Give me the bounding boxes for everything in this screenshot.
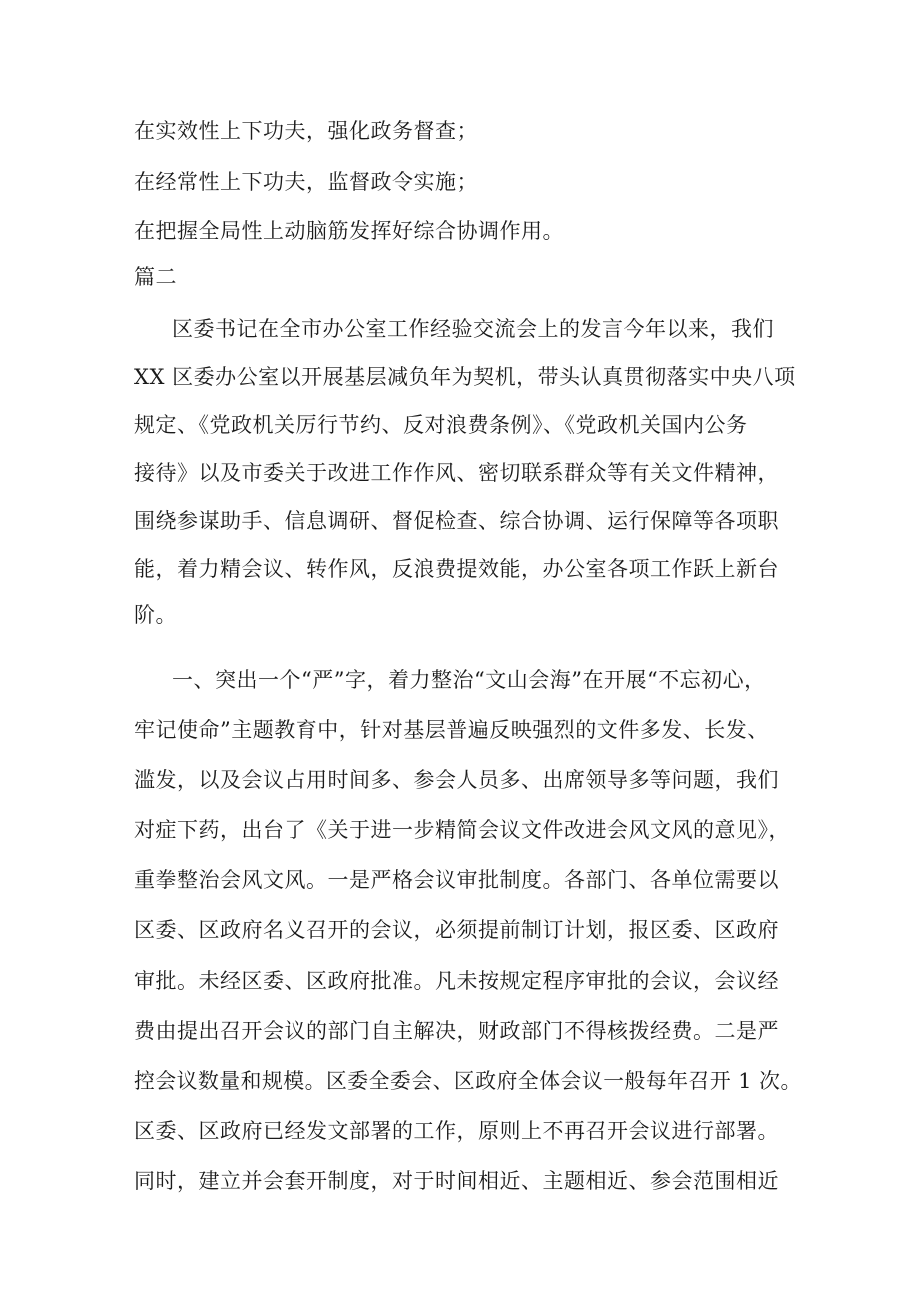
paragraph-line: 区委、区政府已经发文部署的工作，原则上不再召开会议进行部署。	[134, 1119, 779, 1143]
paragraph-line: 一、突出一个“严”字，着力整治“文山会海”在开展“不忘初心，	[172, 668, 766, 692]
paragraph-line: 审批。未经区委、区政府批准。凡未按规定程序审批的会议，会议经	[134, 969, 779, 993]
paragraph-line: 费由提出召开会议的部门自主解决，财政部门不得核拨经费。二是严	[134, 1019, 779, 1043]
paragraph-line: 控会议数量和规模。区委全委会、区政府全体会议一般每年召开 1 次。	[134, 1069, 802, 1093]
list-item: 在实效性上下功夫，强化政务督查；	[134, 119, 478, 143]
paragraph-line: 重拳整治会风文风。一是严格会议审批制度。各部门、各单位需要以	[134, 868, 779, 892]
list-item: 在把握全局性上动脑筋发挥好综合协调作用。	[134, 219, 564, 243]
paragraph-line: 阶。	[134, 603, 177, 627]
paragraph-line: 区委书记在全市办公室工作经验交流会上的发言今年以来，我们	[172, 317, 774, 341]
section-heading: 篇二	[134, 265, 177, 289]
paragraph-line: 区委、区政府名义召开的会议，必须提前制订计划，报区委、区政府	[134, 918, 779, 942]
paragraph-line: 能，着力精会议、转作风，反浪费提效能，办公室各项工作跃上新台	[134, 557, 779, 581]
paragraph-line: 围绕参谋助手、信息调研、督促检查、综合协调、运行保障等各项职	[134, 509, 779, 533]
paragraph-line: 接待》以及市委关于改进工作作风、密切联系群众等有关文件精神，	[134, 461, 779, 485]
paragraph-line: XX 区委办公室以开展基层减负年为契机，带头认真贯彻落实中央八项	[134, 365, 796, 389]
paragraph-line: 规定、《党政机关厉行节约、反对浪费条例》、《党政机关国内公务	[134, 413, 748, 437]
paragraph-line: 滥发，以及会议占用时间多、参会人员多、出席领导多等问题，我们	[134, 768, 779, 792]
paragraph-line: 牢记使命”主题教育中，针对基层普遍反映强烈的文件多发、长发、	[134, 718, 769, 742]
paragraph-line: 同时，建立并会套开制度，对于时间相近、主题相近、参会范围相近	[134, 1169, 779, 1193]
list-item: 在经常性上下功夫，监督政令实施；	[134, 170, 478, 194]
paragraph-line: 对症下药，出台了《关于进一步精简会议文件改进会风文风的意见》，	[134, 818, 790, 842]
